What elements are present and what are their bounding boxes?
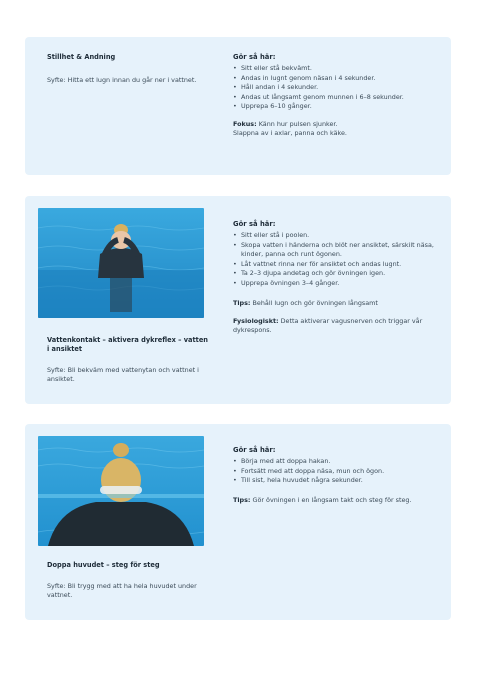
tips-label: Tips: [233,495,251,504]
list-item: • Sitt eller stå bekvämt. [233,64,443,74]
steps-list [233,64,443,112]
list-item: • Upprepa 6–10 gånger. [233,102,443,112]
focus-label: Fokus: [233,119,257,128]
photo-head-dip [38,436,204,546]
steps-list [233,231,443,289]
list-item: • Andas in lugnt genom näsan i 4 sekunder. [233,74,443,84]
focus-text: Känn hur pulsen sjunker. [258,119,338,128]
tips-text: Gör övningen i en långsam takt och steg för steg. [252,495,412,504]
physiology-label: Fysiologiskt: [233,316,279,325]
card-purpose: Syfte: Hitta ett lugn innan du går ner i vattnet. [47,76,197,84]
list-item: • Andas ut långsamt genom munnen i 6–8 sekunder. [233,93,443,103]
list-item: • Upprepa övningen 3–4 gånger. [233,279,443,289]
tips-note [233,496,443,505]
how-heading: Gör så här: [233,220,276,228]
list-item: • Låt vattnet rinna ner för ansiktet och andas lugnt. [233,260,443,270]
how-heading: Gör så här: [233,53,276,61]
list-item: • Börja med att doppa hakan. [233,457,443,467]
card-vattenkontakt [25,196,451,404]
steps-list [233,457,443,486]
card-title: Vattenkontakt – aktivera dykreflex – vatten i ansiktet [47,336,208,353]
list-item: • Ta 2–3 djupa andetag och gör övningen igen. [233,269,443,279]
focus-note [233,120,443,139]
tips-text: Behåll lugn och gör övningen långsamt [252,298,378,307]
list-item: • Fortsätt med att doppa näsa, mun och ögon. [233,467,443,477]
tips-label: Tips: [233,298,251,307]
physiology-text: Detta aktiverar vagusnerven och triggar vår dykrespons. [233,316,423,335]
physiology-note [233,317,443,336]
list-item: • Håll andan i 4 sekunder. [233,83,443,93]
photo-face-wash [38,208,204,318]
card-title: Stillhet & Andning [47,53,116,61]
how-heading: Gör så här: [233,446,276,454]
focus-text-2: Slappna av i axlar, panna och käke. [233,129,347,138]
tips-note [233,299,443,308]
card-purpose: Syfte: Bli bekväm med vattenytan och vattnet i ansiktet. [47,366,199,384]
card-purpose: Syfte: Bli trygg med att ha hela huvudet under vattnet. [47,582,197,600]
list-item: • Skopa vatten i händerna och blöt ner ansiktet, särskilt näsa, kinder, panna och runt ögonen. [233,241,443,260]
card-doppa-huvudet [25,424,451,620]
card-title: Doppa huvudet – steg för steg [47,561,160,569]
list-item: • Till sist, hela huvudet några sekunder. [233,476,443,486]
card-stillhet-andning [25,37,451,175]
list-item: • Sitt eller stå i poolen. [233,231,443,241]
